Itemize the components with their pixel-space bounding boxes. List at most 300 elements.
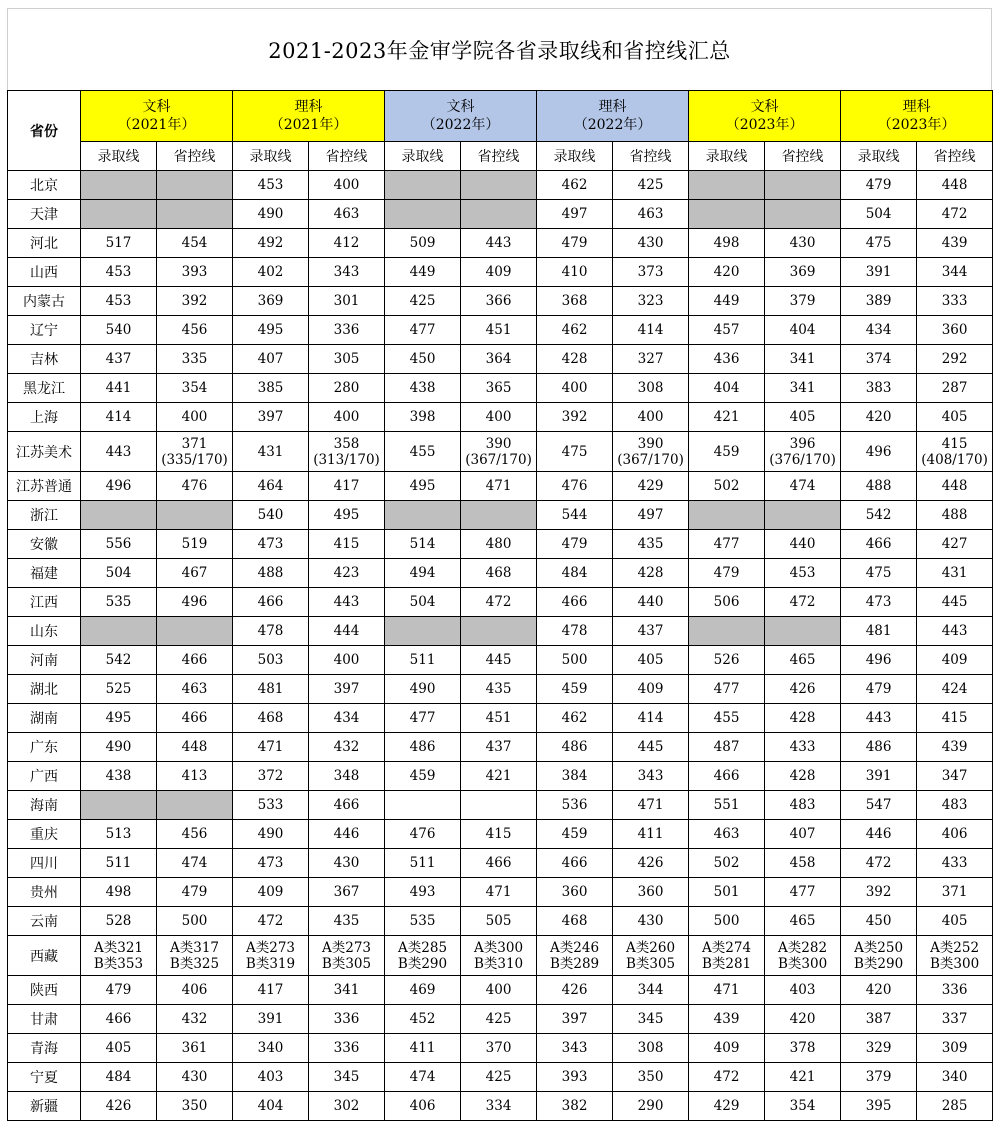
control-line-cell: 333 — [917, 287, 993, 316]
control-line-cell: 495 — [309, 501, 385, 530]
control-line-cell: 443 — [917, 617, 993, 646]
admission-line-cell: 502 — [689, 472, 765, 501]
control-line-cell: 336 — [309, 316, 385, 345]
control-line-cell: 409 — [917, 646, 993, 675]
control-line-cell: 430 — [613, 907, 689, 936]
admission-line-cell: 417 — [233, 976, 309, 1005]
admission-line-cell: 477 — [689, 530, 765, 559]
control-line-cell: 336 — [309, 1034, 385, 1063]
control-line-cell: 426 — [765, 675, 841, 704]
table-row — [8, 403, 993, 432]
control-line-cell: 392 — [157, 287, 233, 316]
admission-line-cell: 397 — [537, 1005, 613, 1034]
table-row — [8, 501, 993, 530]
control-line-cell: 406 — [157, 976, 233, 1005]
admission-line-cell: 479 — [841, 171, 917, 200]
admission-line-cell: 472 — [233, 907, 309, 936]
cell-line: A类282 — [778, 939, 828, 956]
control-line-cell: 337 — [917, 1005, 993, 1034]
admission-line-cell: 391 — [233, 1005, 309, 1034]
control-line-cell: 468 — [461, 559, 537, 588]
admission-line-cell: 466 — [233, 588, 309, 617]
province-cell: 海南 — [8, 791, 81, 820]
admission-line-cell — [233, 936, 309, 976]
admission-line-cell — [385, 791, 461, 820]
admission-line-cell: 459 — [385, 762, 461, 791]
control-line-cell: 350 — [613, 1063, 689, 1092]
control-line-cell: 465 — [765, 907, 841, 936]
admission-line-cell: 486 — [841, 733, 917, 762]
admission-line-cell: 500 — [537, 646, 613, 675]
admission-line-cell: 547 — [841, 791, 917, 820]
control-line-cell: 448 — [917, 472, 993, 501]
admission-line-cell: 471 — [233, 733, 309, 762]
admission-line-cell: 410 — [537, 258, 613, 287]
control-line-cell: 424 — [917, 675, 993, 704]
control-line-cell: 393 — [157, 258, 233, 287]
admission-line-cell: 544 — [537, 501, 613, 530]
admission-line-cell: 551 — [689, 791, 765, 820]
province-cell: 吉林 — [8, 345, 81, 374]
admission-line-cell: 477 — [385, 704, 461, 733]
cell-line: 390 — [485, 435, 512, 452]
admission-line-cell: 511 — [81, 849, 157, 878]
table-row — [8, 907, 993, 936]
admission-line-cell: 436 — [689, 345, 765, 374]
table-row — [8, 1034, 993, 1063]
group-year: （2022年） — [421, 117, 500, 133]
table-row — [8, 1092, 993, 1121]
admission-line-cell: 497 — [537, 200, 613, 229]
admission-line-cell: 449 — [385, 258, 461, 287]
control-line-cell: 364 — [461, 345, 537, 374]
control-line-cell: 400 — [309, 403, 385, 432]
table-row — [8, 704, 993, 733]
admission-line-cell: 462 — [537, 704, 613, 733]
admission-line-cell: 441 — [81, 374, 157, 403]
admission-line-cell: 536 — [537, 791, 613, 820]
control-line-cell — [157, 171, 233, 200]
control-line-cell: 397 — [309, 675, 385, 704]
admission-line-cell: 382 — [537, 1092, 613, 1121]
group-subject: 理科 — [294, 99, 323, 115]
admission-line-cell: 526 — [689, 646, 765, 675]
province-header: 省份 — [8, 91, 81, 171]
cell-line: (367/170) — [617, 451, 684, 468]
province-cell: 湖北 — [8, 675, 81, 704]
control-line-cell: 430 — [613, 229, 689, 258]
control-line-cell: 415 — [461, 820, 537, 849]
control-line-cell: 479 — [157, 878, 233, 907]
admission-line-cell: 556 — [81, 530, 157, 559]
cell-line: B类300 — [929, 955, 980, 972]
admission-line-cell: 477 — [689, 675, 765, 704]
admission-line-cell: 495 — [81, 704, 157, 733]
control-line-cell: 432 — [157, 1005, 233, 1034]
admission-line-cell: 500 — [689, 907, 765, 936]
control-line-cell — [765, 501, 841, 530]
admission-line-cell: 420 — [841, 403, 917, 432]
admission-line-cell: 450 — [385, 345, 461, 374]
group-year: （2021年） — [269, 117, 348, 133]
cell-line: A类321 — [93, 939, 144, 956]
admission-line-cell: 504 — [81, 559, 157, 588]
admission-line-cell: 459 — [537, 675, 613, 704]
control-line-cell — [157, 501, 233, 530]
control-line-cell: 466 — [157, 704, 233, 733]
cell-line: B类289 — [549, 955, 600, 972]
control-line-cell: 400 — [309, 646, 385, 675]
control-line-cell: 496 — [157, 588, 233, 617]
control-line-cell — [157, 936, 233, 976]
cell-line: (376/170) — [769, 451, 836, 468]
admission-line-cell: 513 — [81, 820, 157, 849]
control-line-header: 省控线 — [461, 142, 537, 171]
group-subject: 文科 — [750, 99, 779, 115]
control-line-cell: 432 — [309, 733, 385, 762]
control-line-cell: 456 — [157, 316, 233, 345]
table-row — [8, 200, 993, 229]
cell-line: 358 — [333, 435, 360, 452]
control-line-cell: 435 — [461, 675, 537, 704]
control-line-cell: 500 — [157, 907, 233, 936]
control-line-cell: 463 — [613, 200, 689, 229]
admission-line-cell — [81, 171, 157, 200]
admission-line-cell: 535 — [385, 907, 461, 936]
group-subject: 理科 — [902, 99, 931, 115]
admission-line-cell: 384 — [537, 762, 613, 791]
province-cell: 上海 — [8, 403, 81, 432]
province-cell: 河南 — [8, 646, 81, 675]
control-line-cell: 411 — [613, 820, 689, 849]
control-line-cell: 443 — [309, 588, 385, 617]
admission-score-table — [7, 90, 993, 1121]
control-line-cell: 439 — [917, 733, 993, 762]
cell-line: A类252 — [930, 939, 980, 956]
admission-line-cell: 490 — [385, 675, 461, 704]
admission-line-cell: 473 — [233, 530, 309, 559]
admission-line-cell: 496 — [841, 432, 917, 472]
control-line-cell: 400 — [613, 403, 689, 432]
control-line-cell: 437 — [613, 617, 689, 646]
group-year: （2022年） — [573, 117, 652, 133]
control-line-cell: 404 — [765, 316, 841, 345]
group-year: （2023年） — [877, 117, 956, 133]
control-line-cell: 417 — [309, 472, 385, 501]
admission-line-cell — [81, 791, 157, 820]
control-line-cell — [917, 432, 993, 472]
admission-line-cell: 404 — [689, 374, 765, 403]
table-row — [8, 820, 993, 849]
table-row — [8, 374, 993, 403]
control-line-cell: 341 — [309, 976, 385, 1005]
control-line-cell: 437 — [461, 733, 537, 762]
control-line-cell: 420 — [765, 1005, 841, 1034]
admission-line-cell: 540 — [233, 501, 309, 530]
control-line-cell: 344 — [613, 976, 689, 1005]
table-row — [8, 849, 993, 878]
control-line-cell: 345 — [309, 1063, 385, 1092]
admission-line-cell: 496 — [841, 646, 917, 675]
admission-line-cell: 439 — [689, 1005, 765, 1034]
control-line-cell: 467 — [157, 559, 233, 588]
admission-line-cell: 506 — [689, 588, 765, 617]
control-line-cell: 369 — [765, 258, 841, 287]
table-row — [8, 588, 993, 617]
control-line-cell: 428 — [613, 559, 689, 588]
control-line-cell: 344 — [917, 258, 993, 287]
admission-line-cell: 535 — [81, 588, 157, 617]
control-line-cell: 434 — [309, 704, 385, 733]
admission-line-cell — [841, 936, 917, 976]
admission-line-cell: 407 — [233, 345, 309, 374]
admission-line-cell: 406 — [385, 1092, 461, 1121]
control-line-cell — [157, 432, 233, 472]
admission-line-cell — [689, 171, 765, 200]
admission-line-cell: 488 — [233, 559, 309, 588]
control-line-cell: 451 — [461, 316, 537, 345]
admission-line-cell: 428 — [537, 345, 613, 374]
control-line-cell: 354 — [765, 1092, 841, 1121]
control-line-cell: 343 — [309, 258, 385, 287]
admission-line-cell: 533 — [233, 791, 309, 820]
admission-line-cell: 414 — [81, 403, 157, 432]
control-line-cell: 308 — [613, 1034, 689, 1063]
cell-line: B类319 — [245, 955, 296, 972]
control-line-header: 省控线 — [309, 142, 385, 171]
control-line-cell: 280 — [309, 374, 385, 403]
group-year: （2021年） — [117, 117, 196, 133]
admission-line-cell: 487 — [689, 733, 765, 762]
admission-line-cell: 403 — [233, 1063, 309, 1092]
admission-line-cell: 474 — [385, 1063, 461, 1092]
cell-line: (367/170) — [465, 451, 532, 468]
control-line-cell: 454 — [157, 229, 233, 258]
control-line-cell — [309, 936, 385, 976]
table-row — [8, 472, 993, 501]
admission-line-cell: 504 — [841, 200, 917, 229]
control-line-cell: 367 — [309, 878, 385, 907]
admission-line-cell: 438 — [385, 374, 461, 403]
control-line-cell: 430 — [765, 229, 841, 258]
admission-line-cell: 389 — [841, 287, 917, 316]
cell-line: B类305 — [321, 955, 372, 972]
admission-line-cell: 484 — [81, 1063, 157, 1092]
admission-line-cell: 463 — [689, 820, 765, 849]
cell-line: 390 — [637, 435, 664, 452]
control-line-cell: 453 — [765, 559, 841, 588]
control-line-cell: 361 — [157, 1034, 233, 1063]
control-line-cell: 476 — [157, 472, 233, 501]
control-line-cell: 405 — [613, 646, 689, 675]
control-line-cell: 472 — [461, 588, 537, 617]
admission-line-cell — [537, 936, 613, 976]
control-line-cell: 365 — [461, 374, 537, 403]
admission-line-cell: 429 — [689, 1092, 765, 1121]
control-line-cell: 425 — [461, 1063, 537, 1092]
admission-line-cell: 455 — [689, 704, 765, 733]
cell-line: (408/170) — [921, 451, 988, 468]
group-header — [537, 91, 689, 142]
admission-line-cell — [385, 936, 461, 976]
control-line-cell: 336 — [917, 976, 993, 1005]
admission-line-cell: 514 — [385, 530, 461, 559]
table-row — [8, 287, 993, 316]
admission-line-cell: 486 — [385, 733, 461, 762]
control-line-cell: 343 — [613, 762, 689, 791]
admission-line-cell: 501 — [689, 878, 765, 907]
admission-line-cell: 511 — [385, 646, 461, 675]
cell-line: A类260 — [626, 939, 676, 956]
admission-line-cell — [385, 200, 461, 229]
admission-line-cell: 462 — [537, 316, 613, 345]
admission-line-cell: 360 — [537, 878, 613, 907]
admission-line-cell: 385 — [233, 374, 309, 403]
control-line-cell: 407 — [765, 820, 841, 849]
control-line-cell: 403 — [765, 976, 841, 1005]
control-line-cell: 414 — [613, 316, 689, 345]
province-cell: 重庆 — [8, 820, 81, 849]
admission-line-cell: 368 — [537, 287, 613, 316]
control-line-cell: 440 — [613, 588, 689, 617]
admission-line-cell: 481 — [233, 675, 309, 704]
table-row — [8, 345, 993, 374]
cell-line: A类317 — [169, 939, 220, 956]
control-line-cell: 451 — [461, 704, 537, 733]
control-line-cell: 341 — [765, 374, 841, 403]
control-line-cell — [461, 200, 537, 229]
control-line-cell: 477 — [765, 878, 841, 907]
admission-line-cell: 462 — [537, 171, 613, 200]
admission-line-cell — [81, 501, 157, 530]
admission-line-cell: 471 — [689, 976, 765, 1005]
control-line-cell: 421 — [765, 1063, 841, 1092]
control-line-cell: 371 — [917, 878, 993, 907]
admission-line-cell: 481 — [841, 617, 917, 646]
province-cell: 内蒙古 — [8, 287, 81, 316]
group-subject: 文科 — [446, 99, 475, 115]
admission-line-cell: 540 — [81, 316, 157, 345]
control-line-cell: 466 — [157, 646, 233, 675]
title-box — [7, 8, 992, 90]
admission-line-cell: 404 — [233, 1092, 309, 1121]
province-cell: 贵州 — [8, 878, 81, 907]
table-row — [8, 171, 993, 200]
control-line-cell: 323 — [613, 287, 689, 316]
control-line-cell: 471 — [613, 791, 689, 820]
control-line-cell: 292 — [917, 345, 993, 374]
table-row — [8, 976, 993, 1005]
admission-line-cell: 468 — [233, 704, 309, 733]
control-line-cell: 466 — [309, 791, 385, 820]
admission-line-cell: 466 — [537, 849, 613, 878]
admission-line-cell: 405 — [81, 1034, 157, 1063]
control-line-cell — [461, 432, 537, 472]
admission-line-cell: 392 — [841, 878, 917, 907]
admission-line-cell: 479 — [81, 976, 157, 1005]
admission-line-cell: 466 — [537, 588, 613, 617]
cell-line: 396 — [789, 435, 816, 452]
province-cell: 江苏美术 — [8, 432, 81, 472]
control-line-cell: 433 — [765, 733, 841, 762]
admission-line-cell: 498 — [689, 229, 765, 258]
admission-line-cell: 468 — [537, 907, 613, 936]
control-line-cell: 350 — [157, 1092, 233, 1121]
control-line-cell: 360 — [917, 316, 993, 345]
admission-line-cell: 369 — [233, 287, 309, 316]
admission-line-cell: 426 — [537, 976, 613, 1005]
admission-line-cell: 493 — [385, 878, 461, 907]
control-line-cell: 439 — [917, 229, 993, 258]
admission-line-cell: 511 — [385, 849, 461, 878]
admission-line-cell: 479 — [537, 229, 613, 258]
control-line-cell: 456 — [157, 820, 233, 849]
control-line-cell: 466 — [461, 849, 537, 878]
control-line-cell: 488 — [917, 501, 993, 530]
admission-line-cell: 398 — [385, 403, 461, 432]
province-cell: 福建 — [8, 559, 81, 588]
admission-line-cell: 477 — [385, 316, 461, 345]
control-line-cell: 445 — [917, 588, 993, 617]
admission-line-header: 录取线 — [233, 142, 309, 171]
control-line-cell: 336 — [309, 1005, 385, 1034]
control-line-cell: 446 — [309, 820, 385, 849]
control-line-cell: 415 — [309, 530, 385, 559]
admission-line-cell: 490 — [233, 200, 309, 229]
admission-line-cell: 479 — [689, 559, 765, 588]
control-line-cell: 412 — [309, 229, 385, 258]
control-line-cell: 519 — [157, 530, 233, 559]
control-line-cell: 429 — [613, 472, 689, 501]
admission-line-cell: 476 — [385, 820, 461, 849]
group-header — [841, 91, 993, 142]
admission-line-cell: 426 — [81, 1092, 157, 1121]
admission-line-cell: 443 — [841, 704, 917, 733]
province-cell: 云南 — [8, 907, 81, 936]
control-line-cell: 445 — [613, 733, 689, 762]
control-line-cell: 400 — [157, 403, 233, 432]
control-line-cell: 474 — [157, 849, 233, 878]
admission-line-cell: 484 — [537, 559, 613, 588]
province-cell: 广西 — [8, 762, 81, 791]
admission-line-cell — [385, 501, 461, 530]
control-line-cell: 287 — [917, 374, 993, 403]
control-line-cell: 421 — [461, 762, 537, 791]
control-line-cell: 360 — [613, 878, 689, 907]
control-line-cell: 347 — [917, 762, 993, 791]
table-row — [8, 617, 993, 646]
control-line-cell: 414 — [613, 704, 689, 733]
cell-line: A类250 — [854, 939, 904, 956]
admission-line-cell: 490 — [233, 820, 309, 849]
admission-line-cell: 475 — [841, 559, 917, 588]
admission-line-cell: 450 — [841, 907, 917, 936]
control-line-cell: 290 — [613, 1092, 689, 1121]
admission-line-cell: 455 — [385, 432, 461, 472]
control-line-cell: 425 — [461, 1005, 537, 1034]
control-line-cell — [461, 936, 537, 976]
control-line-cell: 435 — [613, 530, 689, 559]
control-line-cell: 370 — [461, 1034, 537, 1063]
control-line-cell: 430 — [157, 1063, 233, 1092]
control-line-cell: 472 — [917, 200, 993, 229]
control-line-cell: 327 — [613, 345, 689, 374]
control-line-header: 省控线 — [157, 142, 233, 171]
control-line-cell: 406 — [917, 820, 993, 849]
control-line-cell: 445 — [461, 646, 537, 675]
admission-line-cell: 473 — [233, 849, 309, 878]
admission-line-cell: 492 — [233, 229, 309, 258]
